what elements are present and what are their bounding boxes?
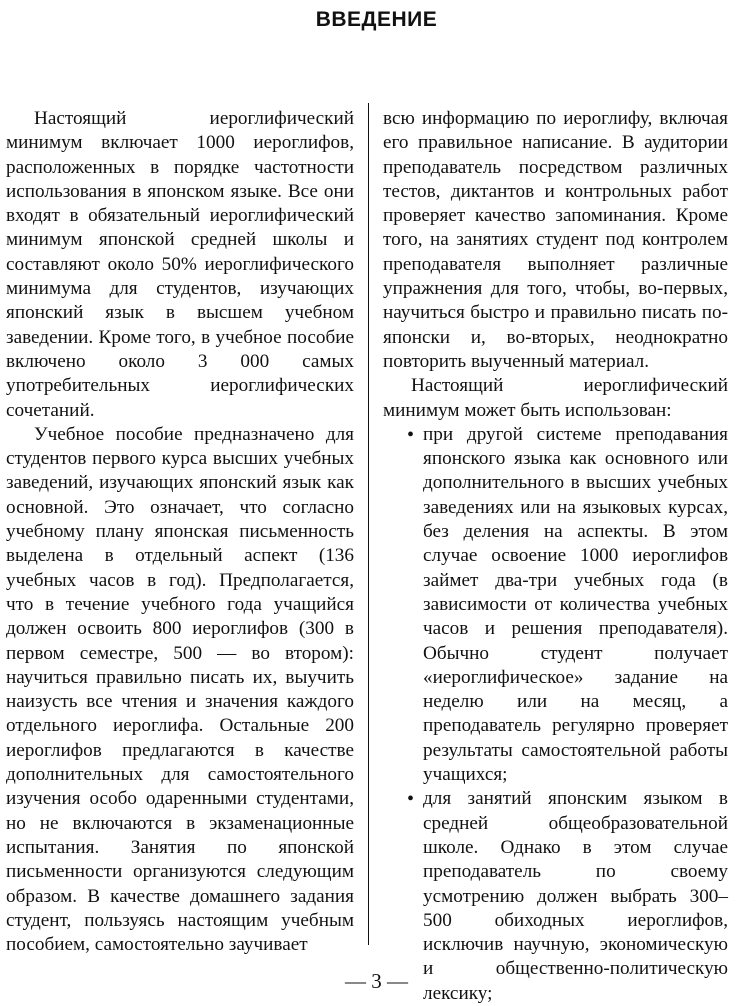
- list-item-text: для занятий японским языком в средней общеобразовательной школе. Однако в этом случае преподаватель по своему усмотрению должен выбрать 300–500 обиходных иероглифов, исключив научную, экономическую и общественно-политическую лексику;: [423, 788, 728, 1004]
- usage-list: [383, 423, 728, 1006]
- paragraph-continuation: всю информацию по иероглифу, включая его правильное написание. В аудитории преподаватель посредством различных тестов, диктантов и контрольных работ проверяет качество запоминания. Кроме того, на занятиях студент под контролем преподавателя выполняет различные упражнения для того, чтобы, во-первых, научиться быстро и правильно писать по-японски и, во-вторых, неоднократно повторить выученный материал.: [383, 108, 728, 372]
- paragraph-usage-intro: Настоящий иероглифический минимум может быть использован:: [383, 375, 728, 421]
- column-divider: [368, 103, 369, 945]
- page-number: — 3 —: [345, 969, 408, 993]
- list-item: [383, 423, 728, 787]
- right-column: [383, 107, 728, 1006]
- list-item-text: при другой системе преподавания японского языка как основного или дополнительного в высших учебных заведениях или на языковых курсах, без деления на аспекты. В этом случае освоение 1000 иероглифов займет два-три учебных года (в зависимости от количества учебных часов и решения преподавателя). Обычно студент получает «иероглифическое» задание на неделю или на месяц, а преподаватель регулярно проверяет результаты самостоятельной работы учащихся;: [423, 423, 728, 786]
- paragraph-textbook-purpose: Учебное пособие предназначено для студентов первого курса высших учебных заведений, изучающих японский язык как основной. Это означает, что согласно учебному плану японская письменность выделена в отдельный аспект (136 учебных часов в год). Предполагается, что в течение учебного года учащийся должен освоить 800 иероглифов (300 в первом семестре, 500 — во втором): научиться правильно писать их, выучить наизусть все чтения и значения каждого отдельного иероглифа. Остальные 200 иероглифов предлагаются в качестве дополнительных для самостоятельного изучения особо одаренными студентами, но не включаются в экзаменационные испытания. Занятия по японской письменности организуются следующим образом. В качестве домашнего задания студент, пользуясь настоящим учебным пособием, самостоятельно заучивает: [6, 423, 354, 956]
- bullet-icon: •: [407, 423, 415, 446]
- paragraph-intro: Настоящий иероглифический минимум включает 1000 иероглифов, расположенных в порядке частотности использования в японском языке. Все они входят в обязательный иероглифический минимум японской средней школы и составляют около 50% иероглифического минимума для студентов, изучающих японский язык в высшем учебном заведении. Кроме того, в учебное пособие включено около 3 000 самых употребительных иероглифических сочетаний.: [6, 108, 354, 421]
- left-column: [6, 107, 354, 957]
- bullet-icon: •: [407, 788, 415, 811]
- page-title: ВВЕДЕНИЕ: [315, 8, 438, 31]
